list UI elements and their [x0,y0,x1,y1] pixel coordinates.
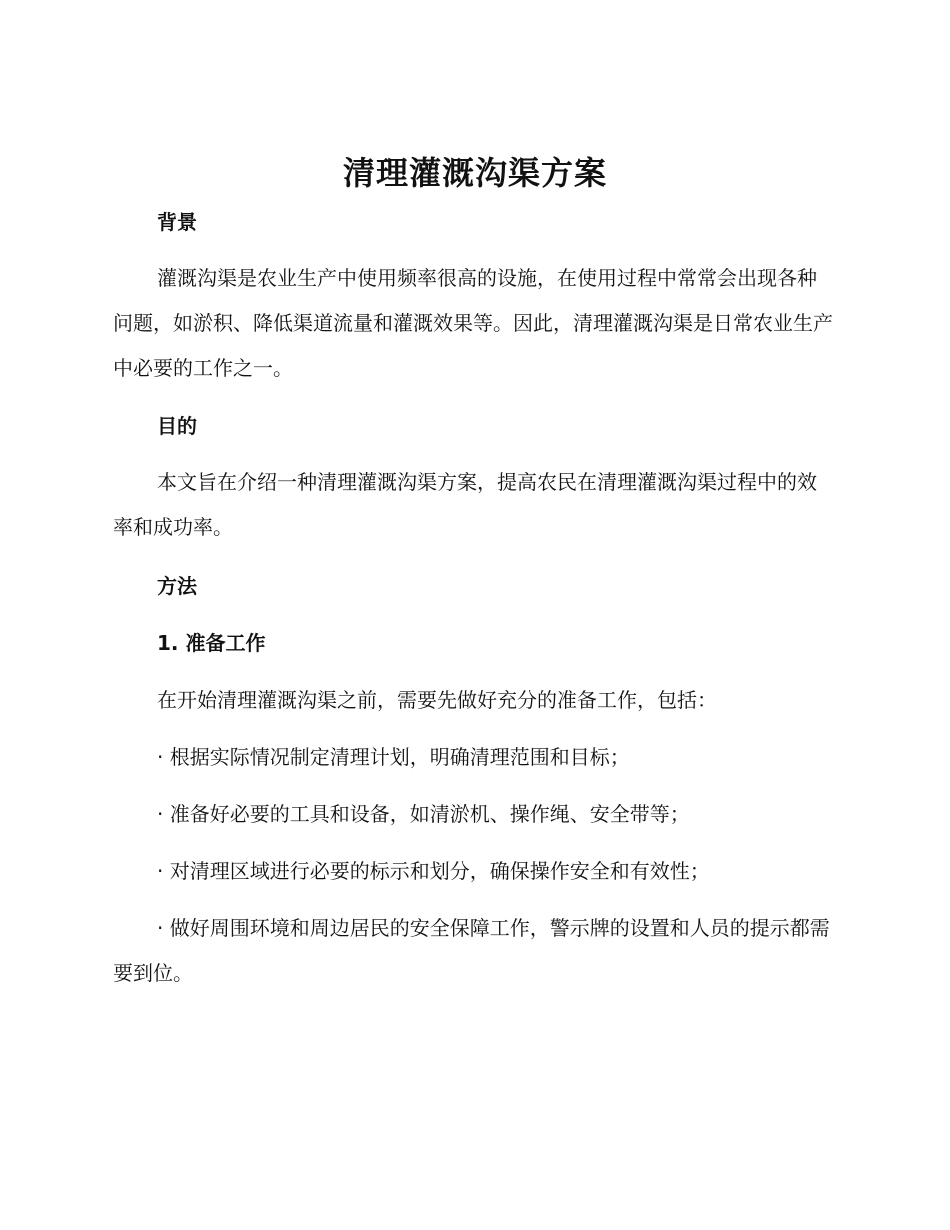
bullet-item: · 根据实际情况制定清理计划，明确清理范围和目标； [157,745,630,769]
document-title: 清理灌溉沟渠方案 [342,154,607,192]
section-heading-purpose: 目的 [157,414,197,438]
section-heading-background: 背景 [157,210,197,234]
bullet-item: · 做好周围环境和周边居民的安全保障工作，警示牌的设置和人员的提示都需要到位。 [113,916,830,985]
bullet-item: · 对清理区域进行必要的标示和划分，确保操作安全和有效性； [157,859,710,883]
section-heading-method: 方法 [157,574,197,598]
preparation-intro: 在开始清理灌溉沟渠之前，需要先做好充分的准备工作，包括： [157,688,717,712]
bullet-item: · 准备好必要的工具和设备，如清淤机、操作绳、安全带等； [157,802,690,826]
purpose-paragraph: 本文旨在介绍一种清理灌溉沟渠方案，提高农民在清理灌溉沟渠过程中的效率和成功率。 [113,470,817,539]
step-heading-preparation: 1. 准备工作 [157,631,266,655]
background-paragraph: 灌溉沟渠是农业生产中使用频率很高的设施，在使用过程中常常会出现各种问题，如淤积、降低渠道流量和灌溉效果等。因此，清理灌溉沟渠是日常农业生产中必要的工作之一。 [113,266,833,380]
